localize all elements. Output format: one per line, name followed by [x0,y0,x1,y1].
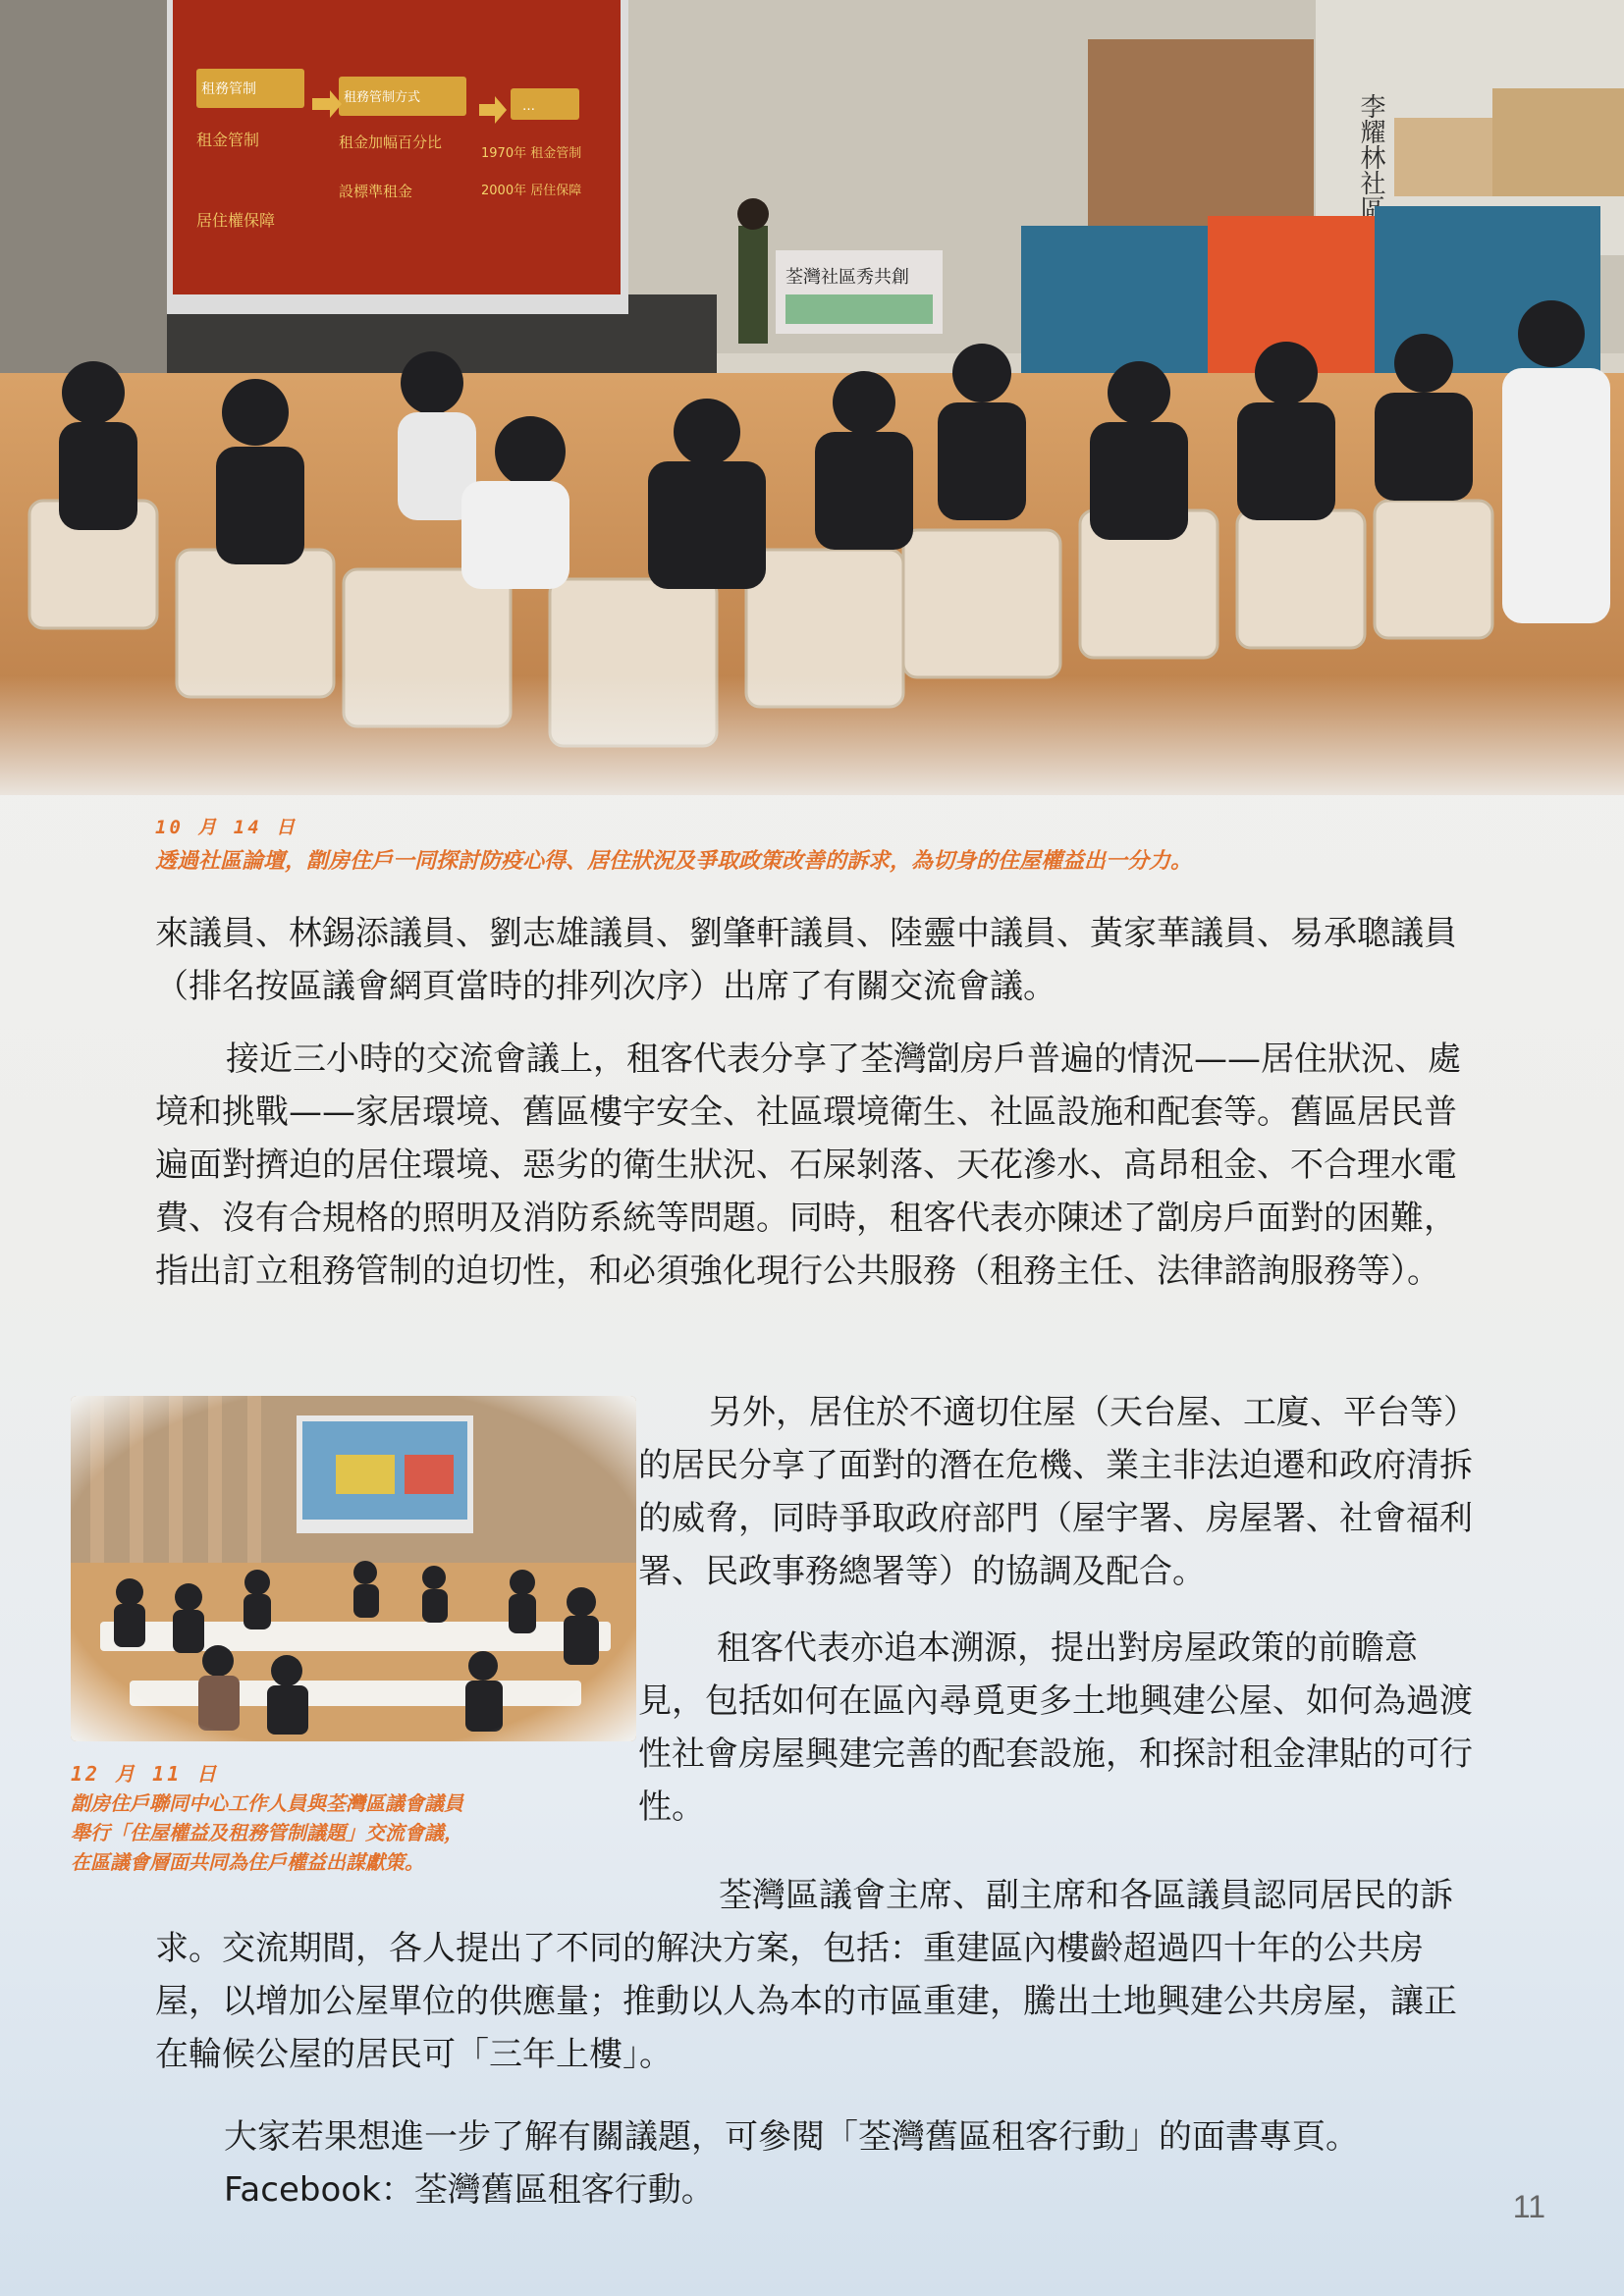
paragraph-housing-policy: 租客代表亦追本溯源，提出對房屋政策的前瞻意見，包括如何在區內尋覓更多土地興建公屋、如何為過渡性社會房屋興建完善的配套設施，和探討租金津貼的可行性。 [638,1629,1473,1827]
paragraph-unsuitable-housing: 另外，居住於不適切住屋（天台屋、工廈、平台等）的居民分享了面對的潛在危機、業主非法迫遷和政府清拆的威脅，同時爭取政府部門（屋宇署、房屋署、社會福利署、民政事務總署等）的協調及配合。 [638,1393,1473,1591]
photo-caption-text: 透過社區論壇，劏房住戶一同探討防疫心得、居住狀況及爭取政策改善的訴求，為切身的住屋權益出一分力。 [155,849,1193,874]
further-info-line-1: 大家若果想進一步了解有關議題，可參閱「荃灣舊區租客行動」的面書專頁。 [224,2117,1359,2157]
paragraph-meeting-summary: 接近三小時的交流會議上，租客代表分享了荃灣劏房戶普遍的情況——居住狀況、處境和挑戰——家居環境、舊區樓宇安全、社區環境衛生、社區設施和配套等。舊區居民普遍面對擠迫的居住環境、惡劣的衛生狀況、石屎剝落、天花滲水、高昂租金、不合理水電費、沒有合規格的照明及消防系統等問題。同時，租客代表亦陳述了劏房戶面對的困難，指出訂立租務管制的迫切性，和必須強化現行公共服務（租務主任、法律諮詢服務等）。 [155,1040,1461,1291]
paragraph-further-info [224,2110,1481,2216]
facebook-page-reference: Facebook：荃灣舊區租客行動。 [224,2170,715,2210]
forum-photo [0,0,1624,795]
page-number: 11 [1512,2189,1545,2224]
paragraph-council-response: 荃灣區議會主席、副主席和各區議員認同居民的訴求。交流期間，各人提出了不同的解決方案，包括：重建區內樓齡超過四十年的公共房屋，以增加公屋單位的供應量；推動以人為本的市區重建，騰出土地興建公共房屋，讓正在輪候公屋的居民可「三年上樓」。 [155,1876,1457,2074]
meeting-photo-illustration [71,1396,636,1741]
meeting-photo-caption [71,1759,640,1877]
meeting-photo [71,1396,636,1741]
meeting-photo-caption-date: 12 月 11 日 [71,1762,220,1786]
meeting-photo-caption-line-3: 在區議會層面共同為住戶權益出謀獻策。 [71,1850,424,1874]
meeting-photo-caption-line-2: 舉行「住屋權益及租務管制議題」交流會議， [71,1821,463,1844]
paragraph-attendees: 來議員、林錫添議員、劉志雄議員、劉肇軒議員、陸靈中議員、黃家華議員、易承聰議員（排名按區議會網頁當時的排列次序）出席了有關交流會議。 [155,914,1457,1006]
forum-photo-illustration [0,0,1624,795]
photo-caption-date: 10 月 14 日 [155,817,298,838]
meeting-photo-caption-line-1: 劏房住戶聯同中心工作人員與荃灣區議會議員 [71,1791,463,1815]
